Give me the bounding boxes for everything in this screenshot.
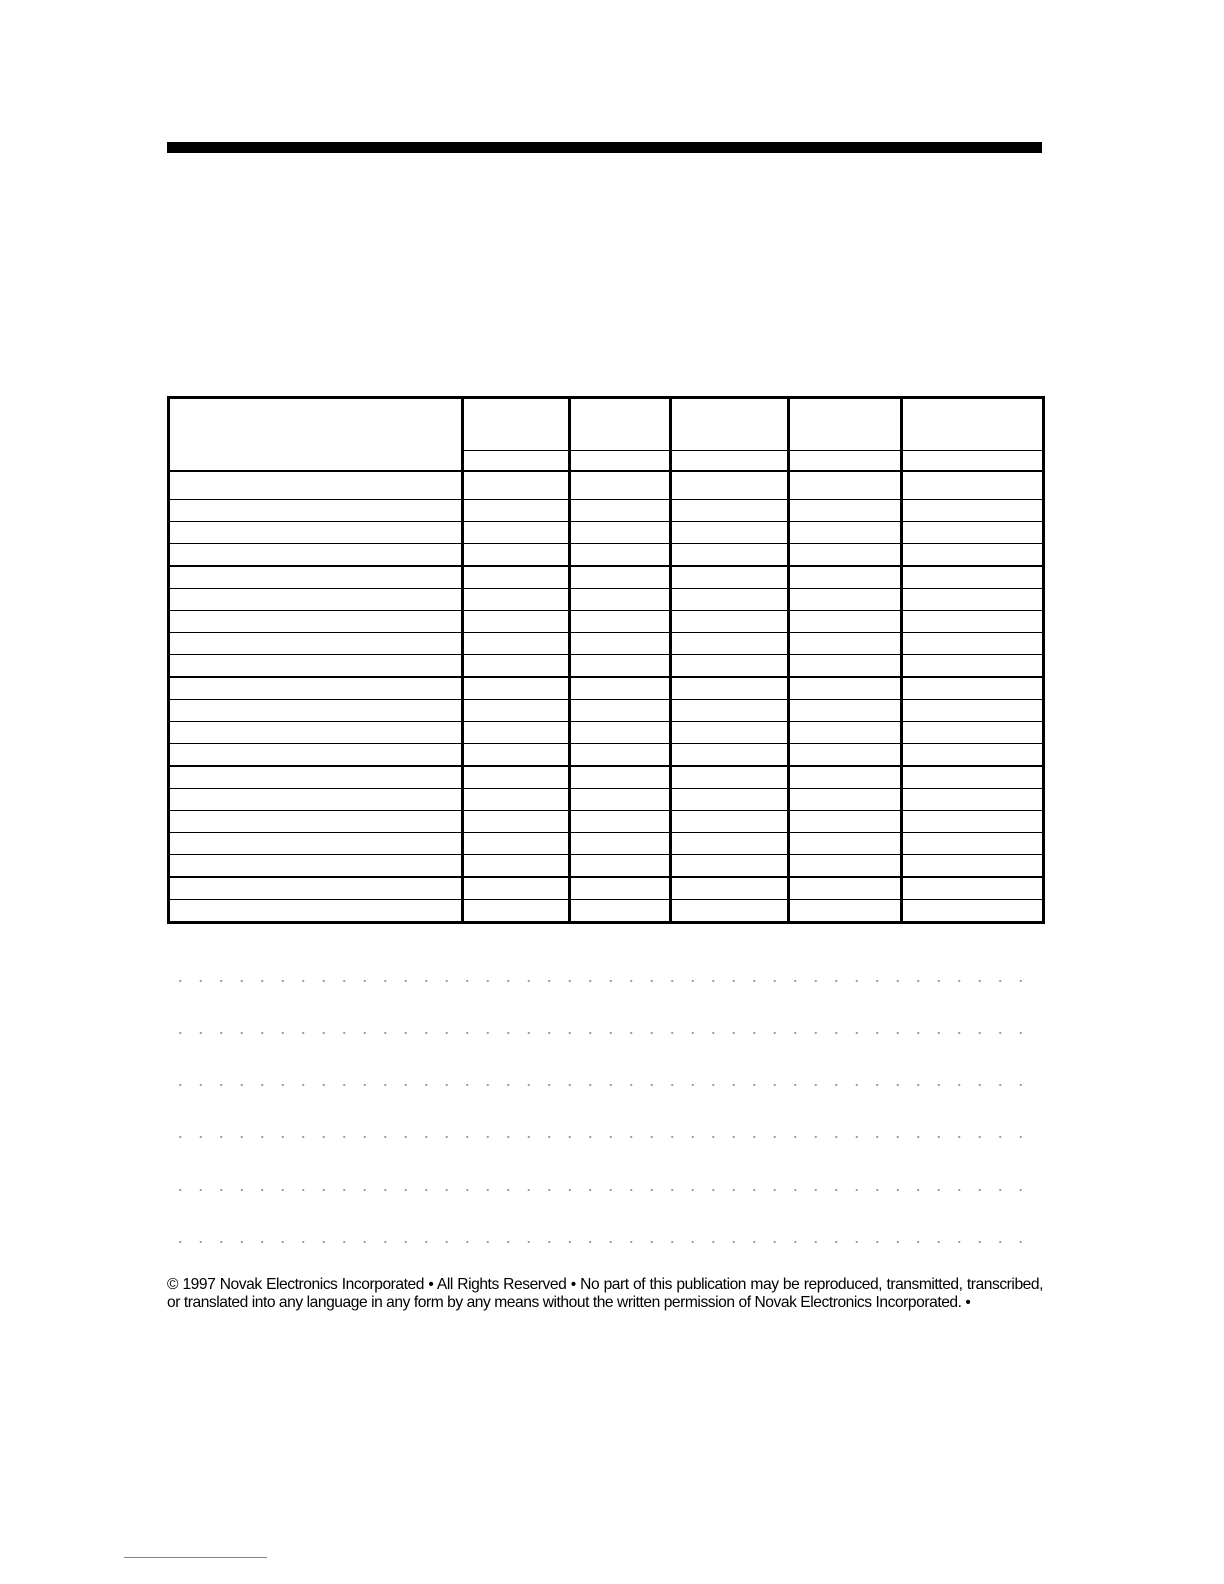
table-cell: [789, 855, 902, 878]
table-cell: [789, 722, 902, 744]
table-cell: [463, 900, 570, 923]
dotted-line: [170, 980, 1040, 982]
table-cell: [463, 589, 570, 611]
table-cell: [789, 877, 902, 900]
table-cell: [570, 633, 671, 655]
table-cell: [570, 471, 671, 500]
table-cell: [169, 722, 463, 744]
table-cell: [671, 500, 789, 522]
table-cell: [570, 855, 671, 878]
table-cell: [570, 789, 671, 811]
table-row: [169, 789, 1044, 811]
table-cell: [789, 677, 902, 700]
subheader-cell: [671, 451, 789, 472]
table-cell: [570, 744, 671, 767]
table-cell: [169, 766, 463, 789]
table-cell: [671, 700, 789, 722]
table-cell: [463, 544, 570, 567]
table-cell: [671, 900, 789, 923]
table-row: [169, 877, 1044, 900]
table-row: [169, 900, 1044, 923]
table-cell: [789, 789, 902, 811]
table-cell: [169, 500, 463, 522]
table-cell: [902, 566, 1044, 589]
table-cell: [789, 522, 902, 544]
table-cell: [902, 833, 1044, 855]
table-cell: [169, 700, 463, 722]
header-cell: [671, 398, 789, 451]
footer-link-underline[interactable]: [124, 1557, 267, 1558]
table-cell: [463, 744, 570, 767]
table-cell: [789, 589, 902, 611]
table-cell: [789, 633, 902, 655]
table-cell: [169, 900, 463, 923]
table-cell: [671, 589, 789, 611]
subheader-cell: [463, 451, 570, 472]
subheader-cell: [789, 451, 902, 472]
table-cell: [169, 855, 463, 878]
table-cell: [671, 655, 789, 678]
table-cell: [902, 471, 1044, 500]
table-cell: [789, 833, 902, 855]
table-cell: [671, 766, 789, 789]
table-cell: [463, 722, 570, 744]
header-cell: [789, 398, 902, 451]
table-cell: [671, 566, 789, 589]
table-row: [169, 566, 1044, 589]
table-cell: [789, 744, 902, 767]
table-row: [169, 722, 1044, 744]
header-cell-label: [169, 398, 463, 472]
table-cell: [789, 566, 902, 589]
table-row: [169, 522, 1044, 544]
table-cell: [789, 900, 902, 923]
table-cell: [570, 655, 671, 678]
table-cell: [570, 833, 671, 855]
table-cell: [463, 633, 570, 655]
table-cell: [902, 900, 1044, 923]
table-cell: [570, 566, 671, 589]
table-cell: [169, 566, 463, 589]
table-cell: [789, 500, 902, 522]
table-cell: [902, 611, 1044, 633]
dotted-line: [170, 1189, 1040, 1191]
table-cell: [169, 633, 463, 655]
table-cell: [902, 655, 1044, 678]
table-cell: [671, 522, 789, 544]
table-cell: [169, 471, 463, 500]
header-cell: [570, 398, 671, 451]
top-rule: [167, 142, 1042, 153]
table-cell: [902, 589, 1044, 611]
table-cell: [463, 655, 570, 678]
dotted-line: [170, 1136, 1040, 1138]
blank-form-table: [167, 396, 1045, 924]
table-cell: [463, 811, 570, 833]
table-cell: [570, 611, 671, 633]
table-cell: [169, 544, 463, 567]
table-cell: [902, 855, 1044, 878]
table-cell: [169, 877, 463, 900]
table-row: [169, 633, 1044, 655]
table-cell: [169, 655, 463, 678]
table-cell: [570, 677, 671, 700]
table-cell: [463, 855, 570, 878]
table-cell: [570, 522, 671, 544]
subheader-cell: [902, 451, 1044, 472]
table-row: [169, 471, 1044, 500]
table-cell: [570, 589, 671, 611]
table-cell: [902, 722, 1044, 744]
table-cell: [169, 789, 463, 811]
table-cell: [671, 677, 789, 700]
table-cell: [902, 633, 1044, 655]
table-cell: [463, 877, 570, 900]
table-cell: [671, 544, 789, 567]
table-cell: [902, 877, 1044, 900]
table-cell: [463, 766, 570, 789]
table-cell: [463, 789, 570, 811]
table-cell: [902, 544, 1044, 567]
table-cell: [902, 677, 1044, 700]
table-cell: [570, 700, 671, 722]
table-cell: [789, 700, 902, 722]
table-cell: [789, 811, 902, 833]
table-cell: [169, 589, 463, 611]
table-cell: [789, 544, 902, 567]
table-row: [169, 811, 1044, 833]
table-cell: [570, 544, 671, 567]
table-body: [169, 471, 1044, 923]
table-cell: [789, 655, 902, 678]
table-row: [169, 833, 1044, 855]
table-cell: [902, 500, 1044, 522]
table-cell: [671, 744, 789, 767]
table-cell: [463, 566, 570, 589]
table-cell: [570, 722, 671, 744]
table-cell: [671, 722, 789, 744]
table-cell: [463, 522, 570, 544]
table-row: [169, 677, 1044, 700]
dotted-line: [170, 1241, 1040, 1243]
table-row: [169, 855, 1044, 878]
table-cell: [570, 811, 671, 833]
table-cell: [463, 611, 570, 633]
table-cell: [570, 900, 671, 923]
table-cell: [789, 611, 902, 633]
table-header-row: [169, 398, 1044, 451]
table-cell: [671, 471, 789, 500]
copyright-notice: © 1997 Novak Electronics Incorporated • All Rights Reserved • No part of this publication may be reproduced, transmitted, transcribed, or translated into any language in any form by any means without the written permission of Novak Electronics Incorporated. •: [167, 1276, 1043, 1311]
table-cell: [671, 877, 789, 900]
table-row: [169, 611, 1044, 633]
table-row: [169, 544, 1044, 567]
table-cell: [902, 766, 1044, 789]
table-cell: [463, 700, 570, 722]
table-cell: [169, 611, 463, 633]
table-cell: [789, 766, 902, 789]
table-cell: [169, 811, 463, 833]
table-cell: [789, 471, 902, 500]
table-cell: [463, 833, 570, 855]
table-cell: [671, 789, 789, 811]
table-cell: [169, 833, 463, 855]
table-cell: [169, 677, 463, 700]
table-cell: [169, 744, 463, 767]
table-cell: [902, 789, 1044, 811]
table-cell: [902, 522, 1044, 544]
table-cell: [463, 677, 570, 700]
table-cell: [570, 766, 671, 789]
header-cell: [463, 398, 570, 451]
table-row: [169, 500, 1044, 522]
header-cell: [902, 398, 1044, 451]
table-row: [169, 766, 1044, 789]
dotted-line: [170, 1084, 1040, 1086]
table-cell: [463, 471, 570, 500]
table-cell: [902, 700, 1044, 722]
subheader-cell: [570, 451, 671, 472]
table-cell: [570, 500, 671, 522]
table-cell: [671, 633, 789, 655]
table-cell: [671, 611, 789, 633]
table-cell: [671, 855, 789, 878]
table-cell: [671, 833, 789, 855]
table-cell: [169, 522, 463, 544]
table-cell: [463, 500, 570, 522]
dotted-line: [170, 1032, 1040, 1034]
table-row: [169, 589, 1044, 611]
table-cell: [902, 744, 1044, 767]
table-row: [169, 700, 1044, 722]
table-cell: [671, 811, 789, 833]
table-cell: [570, 877, 671, 900]
table-cell: [902, 811, 1044, 833]
table-row: [169, 655, 1044, 678]
table-row: [169, 744, 1044, 767]
